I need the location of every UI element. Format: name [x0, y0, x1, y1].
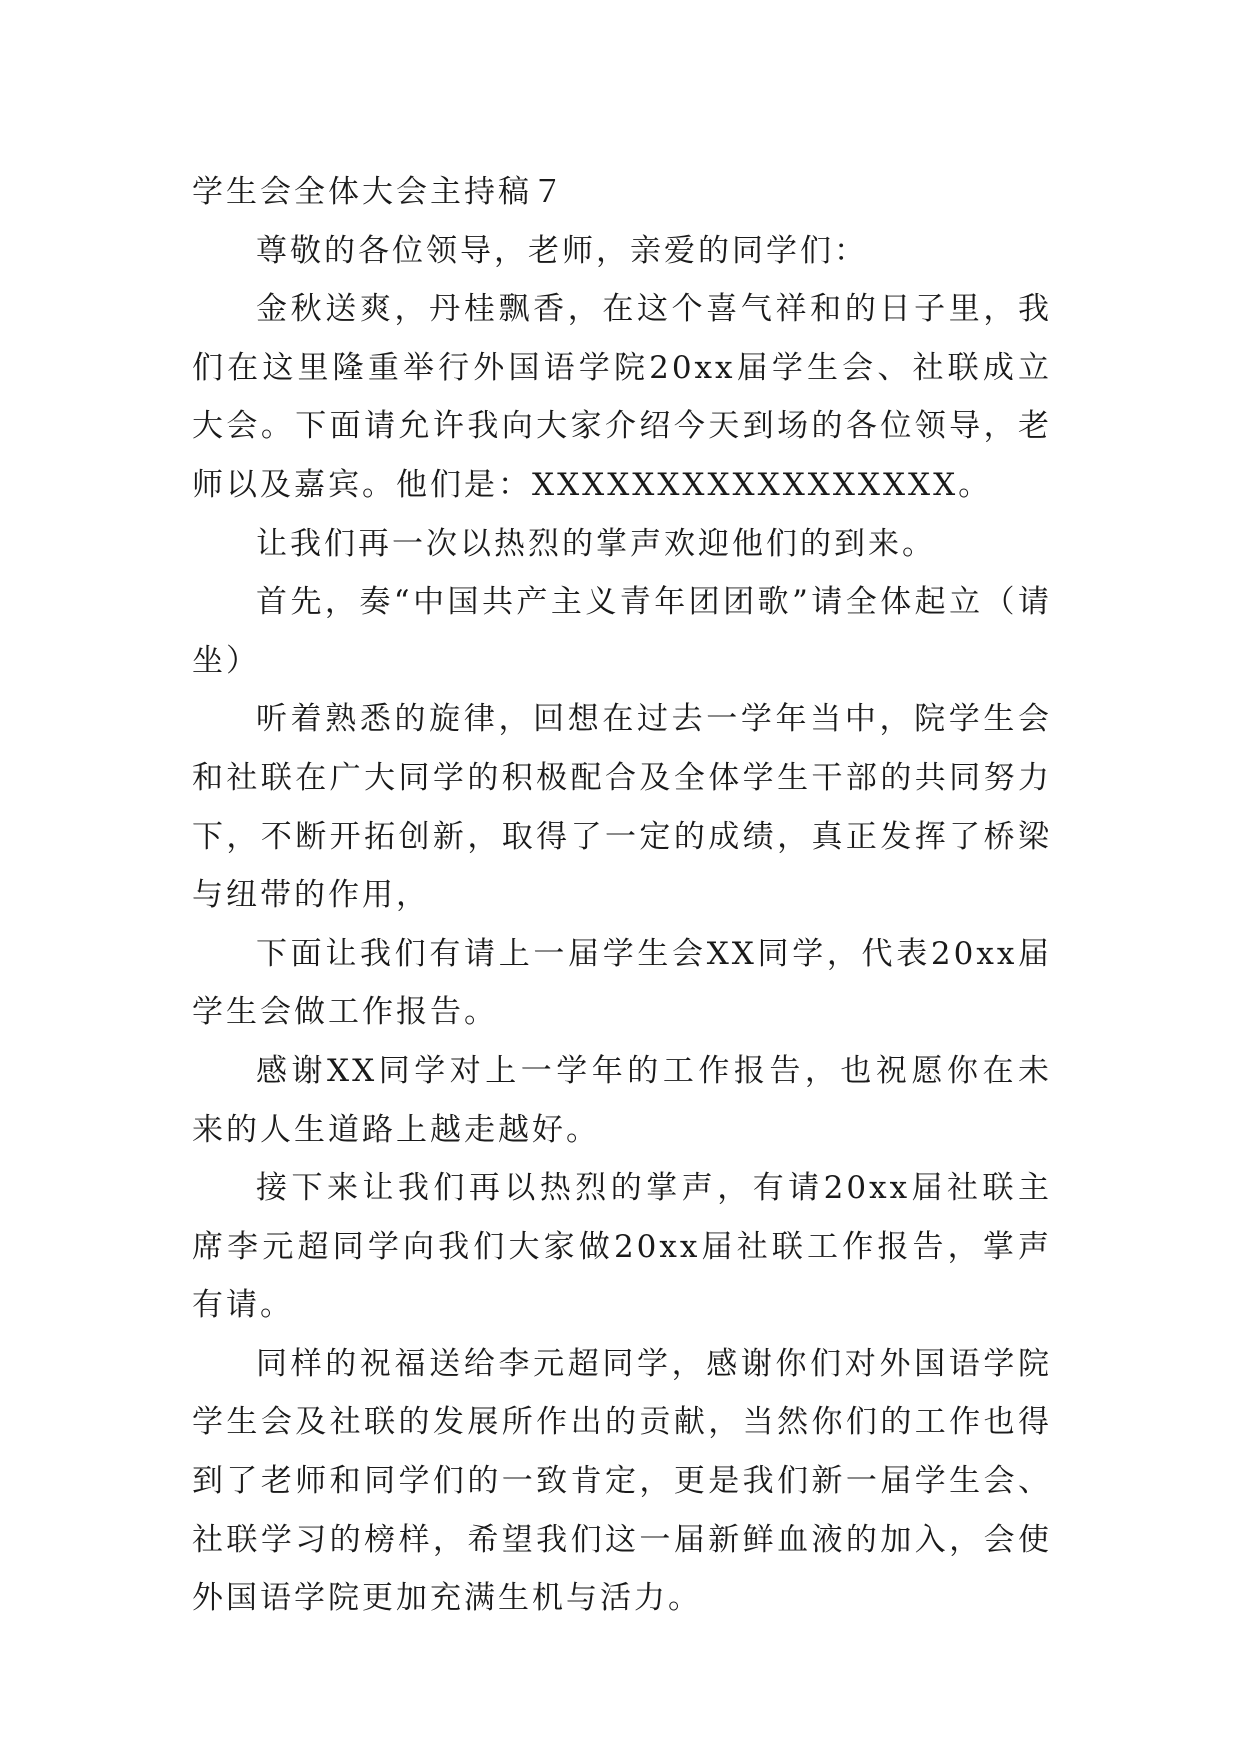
paragraph-applause: 让我们再一次以热烈的掌声欢迎他们的到来。 — [256, 525, 936, 562]
document-body — [192, 163, 1052, 1628]
paragraph-student-union-report: 下面让我们有请上一届学生会XX同学，代表20xx届学生会做工作报告。 — [192, 935, 1052, 1031]
paragraph-review: 听着熟悉的旋律，回想在过去一学年当中，院学生会和社联在广大同学的积极配合及全体学生干部的共同努力下，不断开拓创新，取得了一定的成绩，真正发挥了桥梁与纽带的作用， — [192, 701, 1052, 914]
paragraph-opening: 金秋送爽，丹桂飘香，在这个喜气祥和的日子里，我们在这里隆重举行外国语学院20xx届学生会、社联成立大会。下面请允许我向大家介绍今天到场的各位领导，老师以及嘉宾。他们是：XXXXXXXXXXXXXXXXX。 — [192, 291, 1052, 503]
document-title: 学生会全体大会主持稿７ — [192, 174, 566, 210]
paragraph-club-report: 接下来让我们再以热烈的掌声，有请20xx届社联主席李元超同学向我们大家做20xx届社联工作报告，掌声有请。 — [192, 1170, 1052, 1324]
paragraph-greeting: 尊敬的各位领导，老师，亲爱的同学们： — [256, 232, 868, 269]
paragraph-anthem: 首先，奏“中国共产主义青年团团歌”请全体起立（请坐） — [192, 584, 1052, 679]
paragraph-thanks: 感谢XX同学对上一学年的工作报告，也祝愿你在未来的人生道路上越走越好。 — [192, 1052, 1052, 1148]
paragraph-blessing: 同样的祝福送给李元超同学，感谢你们对外国语学院学生会及社联的发展所作出的贡献，当然你们的工作也得到了老师和同学们的一致肯定，更是我们新一届学生会、社联学习的榜样，希望我们这一届新鲜血液的加入，会使外国语学院更加充满生机与活力。 — [192, 1345, 1052, 1617]
